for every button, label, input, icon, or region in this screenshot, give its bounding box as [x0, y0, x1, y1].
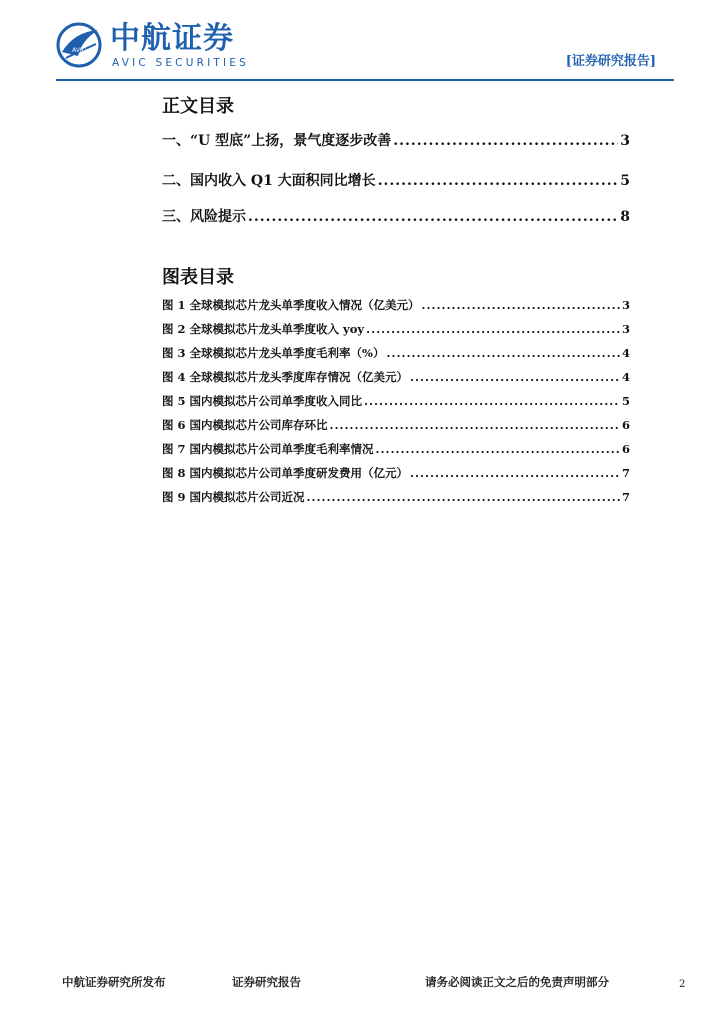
toc-dot-leader: [422, 298, 620, 312]
toc-dot-leader: [366, 322, 620, 336]
toc-dot-leader: [364, 394, 620, 408]
figure-entry-text: 国内模拟芯片公司库存环比: [189, 418, 328, 432]
company-logo: [56, 22, 256, 70]
toc-entry-text: 风险提示: [190, 209, 246, 225]
figure-entry-5[interactable]: [162, 393, 630, 409]
figure-entry-1[interactable]: [162, 297, 630, 313]
avic-logo-icon: [56, 22, 102, 68]
figure-entry-page: 7: [621, 490, 630, 504]
logo-mark-text: AVIC: [72, 47, 86, 54]
figure-entry-text: 全球模拟芯片龙头单季度收入情况（亿美元）: [189, 298, 420, 312]
toc-dot-leader: [410, 370, 620, 384]
toc-entry-page: 8: [620, 209, 630, 225]
toc-entry-text: “U 型底”上扬，景气度逐步改善: [190, 133, 392, 149]
figure-entry-text: 全球模拟芯片龙头季度库存情况（亿美元）: [189, 370, 409, 384]
toc-dot-leader: [330, 418, 620, 432]
figure-entry-number: 图 8: [162, 466, 186, 480]
toc-title: 正文目录: [162, 96, 234, 117]
toc-entry-1[interactable]: [162, 130, 630, 150]
toc-dot-leader: [307, 490, 620, 504]
toc-dot-leader: [248, 209, 618, 225]
figure-entry-page: 3: [621, 298, 630, 312]
toc-entry-number: 二、: [162, 173, 190, 189]
figure-entry-number: 图 1: [162, 298, 186, 312]
toc-entry-number: 三、: [162, 209, 190, 225]
toc-dot-leader: [410, 466, 620, 480]
figure-entry-text: 全球模拟芯片龙头单季度毛利率（%）: [189, 346, 385, 360]
figure-entry-page: 6: [621, 442, 630, 456]
figure-entry-number: 图 7: [162, 442, 186, 456]
footer-page-number: 2: [679, 979, 686, 990]
figure-entry-number: 图 5: [162, 394, 186, 408]
figure-entry-6[interactable]: [162, 417, 630, 433]
toc-entry-2[interactable]: [162, 170, 630, 190]
figure-entry-page: 3: [621, 322, 630, 336]
figure-entry-2[interactable]: [162, 321, 630, 337]
toc-entry-page: 3: [620, 133, 630, 149]
figure-entry-3[interactable]: [162, 345, 630, 361]
figure-entry-page: 4: [621, 346, 630, 360]
figure-entry-page: 5: [621, 394, 630, 408]
figure-entry-number: 图 6: [162, 418, 186, 432]
figure-entry-text: 国内模拟芯片公司单季度毛利率情况: [189, 442, 374, 456]
toc-entry-text: 国内收入 Q1 大面积同比增长: [190, 173, 376, 189]
footer-disclaimer: 请务必阅读正文之后的免责声明部分: [425, 975, 609, 989]
footer-publisher: 中航证券研究所发布: [62, 975, 166, 989]
toc-entry-number: 一、: [162, 133, 190, 149]
figure-entry-9[interactable]: [162, 489, 630, 505]
header-divider: [56, 79, 674, 81]
figure-entry-number: 图 4: [162, 370, 186, 384]
figure-entry-page: 6: [621, 418, 630, 432]
toc-entry-3[interactable]: [162, 206, 630, 226]
toc-dot-leader: [386, 346, 620, 360]
toc-dot-leader: [376, 442, 620, 456]
toc-dot-leader: [393, 133, 618, 149]
figure-entry-text: 国内模拟芯片公司单季度收入同比: [189, 394, 363, 408]
report-type-tag: [证券研究报告]: [565, 54, 656, 69]
figure-entry-number: 图 9: [162, 490, 186, 504]
figures-title: 图表目录: [162, 267, 234, 288]
toc-entry-page: 5: [620, 173, 630, 189]
footer-report-type: 证券研究报告: [232, 975, 301, 989]
logo-chinese-name: 中航证券: [110, 21, 234, 56]
page-footer: [0, 970, 724, 1000]
figure-entry-page: 4: [621, 370, 630, 384]
logo-english-name: AVIC SECURITIES: [112, 57, 249, 69]
toc-dot-leader: [378, 173, 619, 189]
figure-entry-text: 国内模拟芯片公司近况: [189, 490, 305, 504]
figure-entry-text: 国内模拟芯片公司单季度研发费用（亿元）: [189, 466, 409, 480]
figure-entry-8[interactable]: [162, 465, 630, 481]
page-header: [0, 0, 724, 82]
figure-entry-text: 全球模拟芯片龙头单季度收入 yoy: [189, 322, 365, 336]
figure-entry-number: 图 2: [162, 322, 186, 336]
figure-entry-number: 图 3: [162, 346, 186, 360]
figure-entry-page: 7: [621, 466, 630, 480]
figure-entry-4[interactable]: [162, 369, 630, 385]
figure-entry-7[interactable]: [162, 441, 630, 457]
